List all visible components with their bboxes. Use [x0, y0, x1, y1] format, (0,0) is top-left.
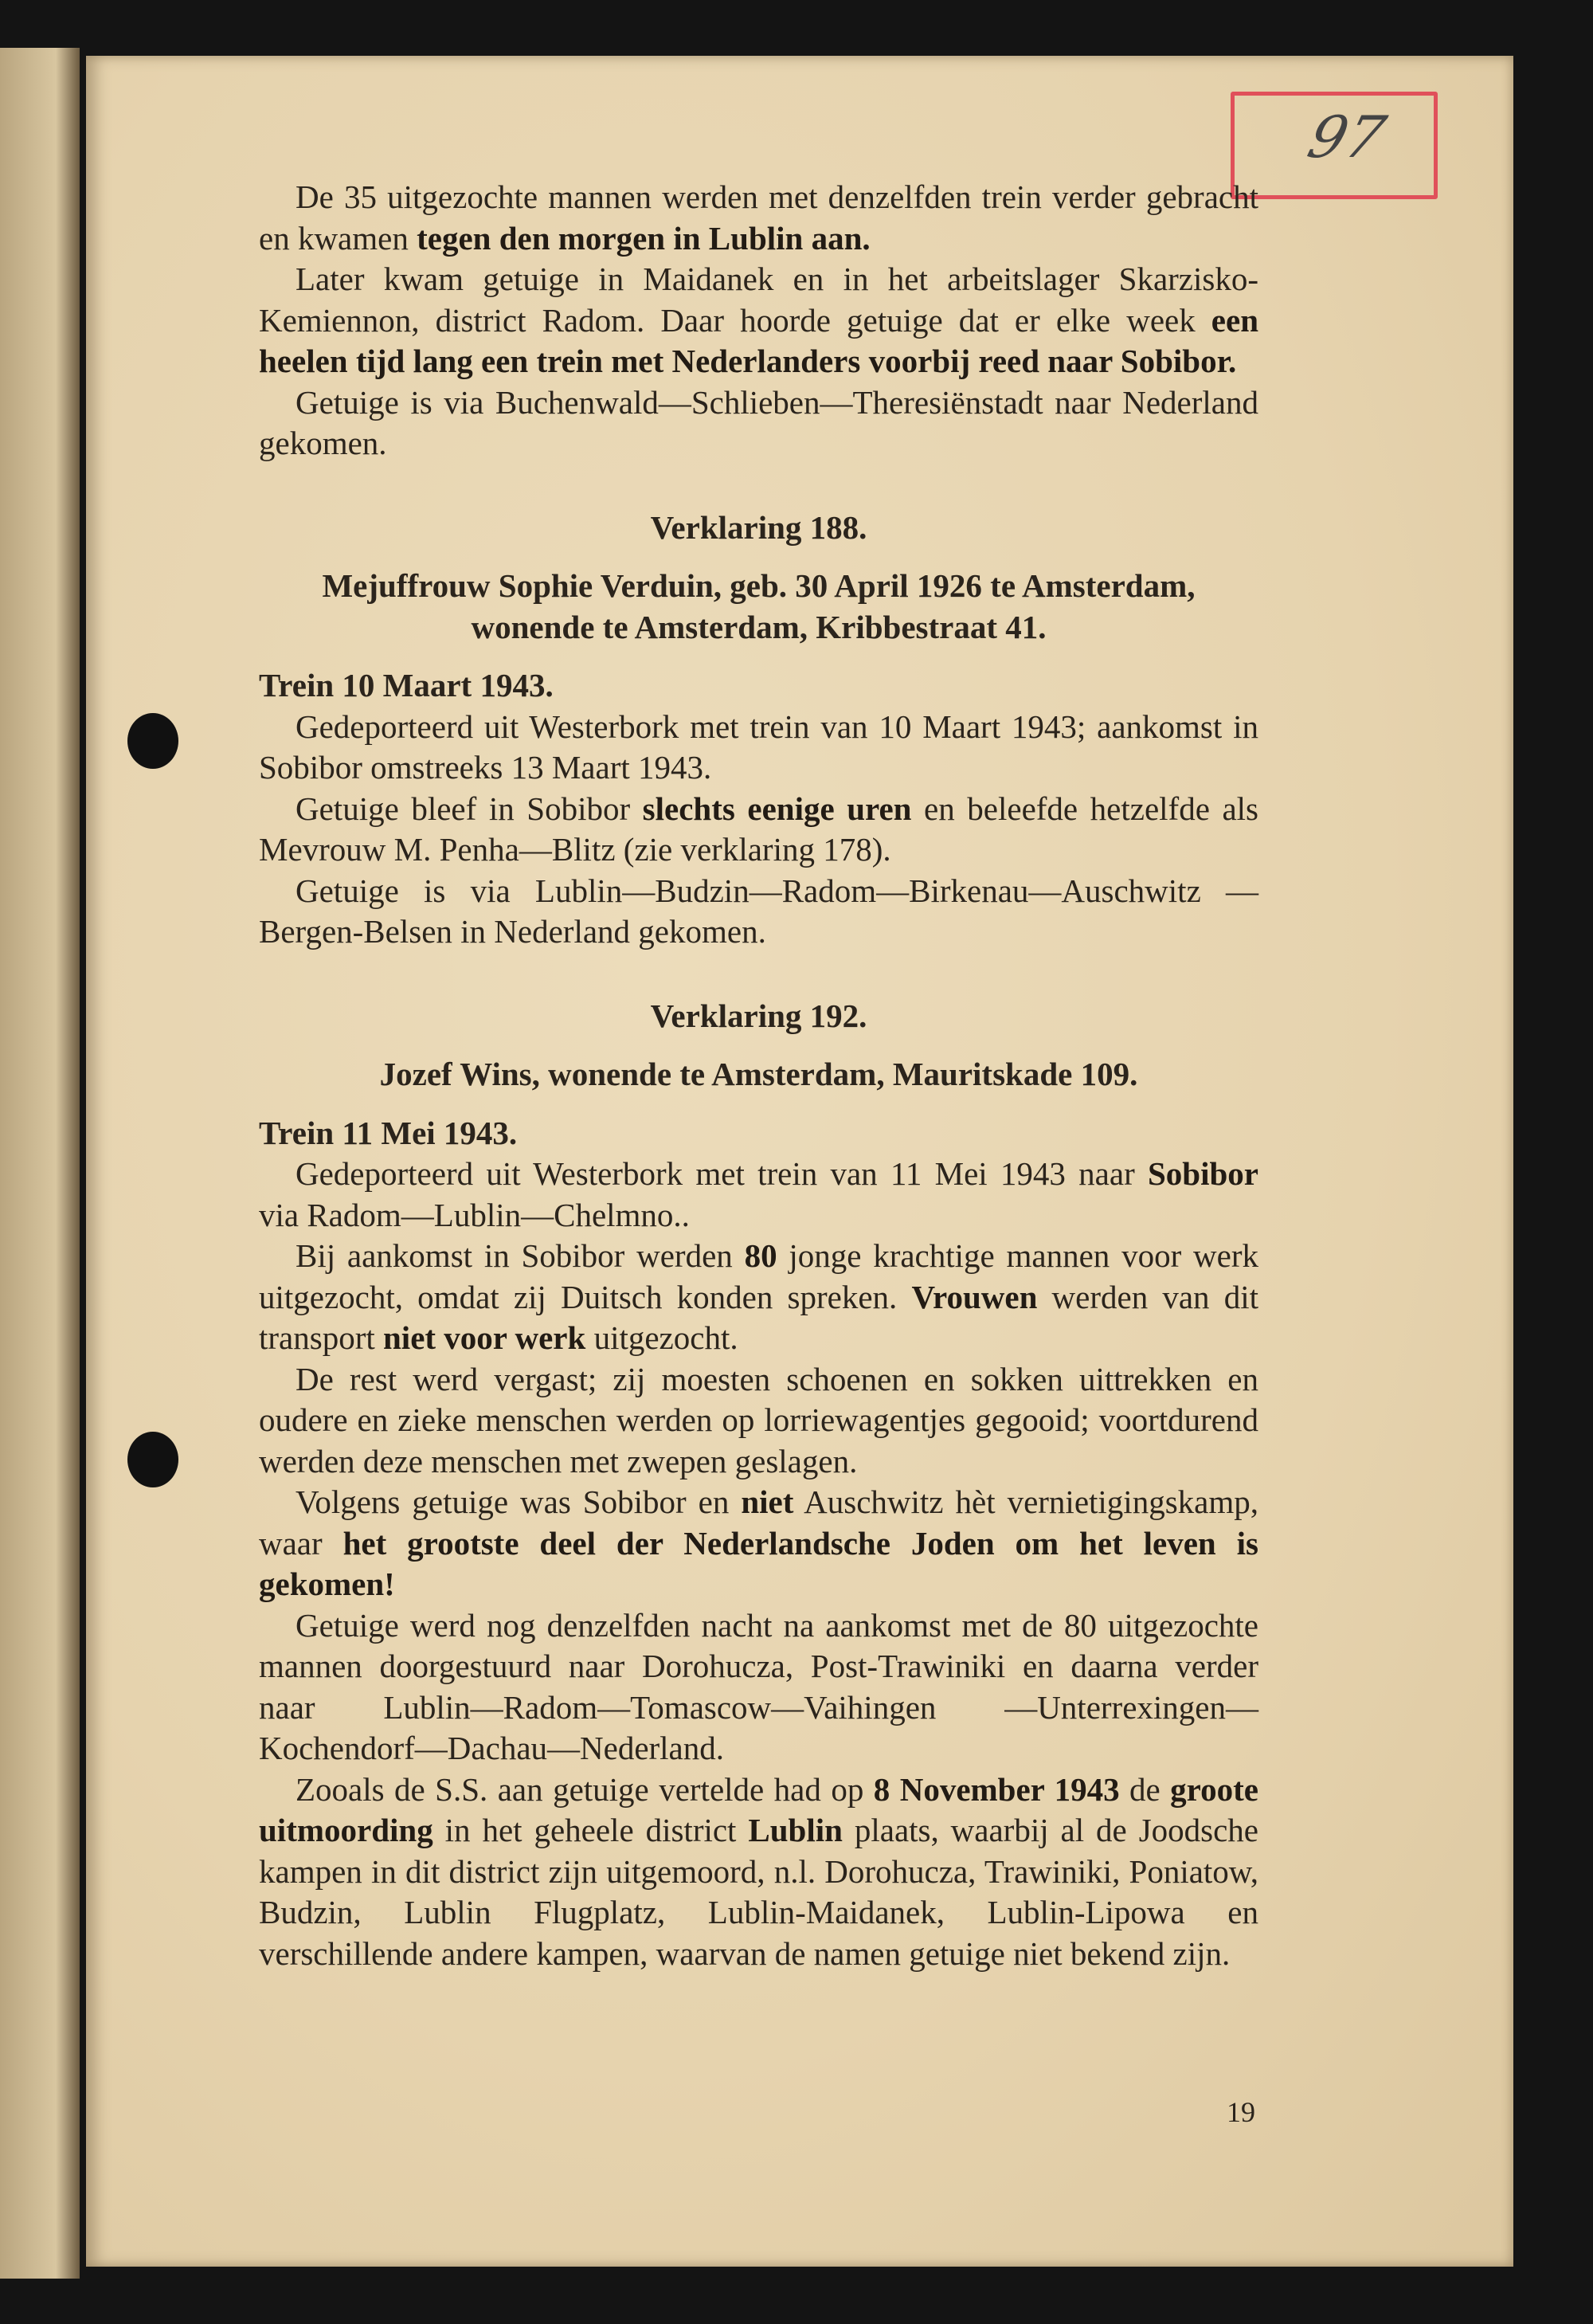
bold-text: 80	[744, 1237, 777, 1274]
text: Zooals de S.S. aan getuige vertelde had op	[296, 1770, 874, 1808]
text: jonge krachtige mannen voor werk uitgezocht, omdat zij Duitsch konden spreken.	[259, 1237, 1258, 1315]
text: De rest werd vergast; zij moesten schoenen en sokken uittrekken en oudere en zieke menschen werden op lorriewagentjes gegooid; voortdurend werden deze menschen met zwepen geslagen.	[259, 1360, 1258, 1479]
bold-text: niet	[741, 1483, 794, 1520]
paragraph	[259, 789, 1258, 871]
paragraph	[259, 259, 1258, 382]
paragraph	[259, 1605, 1258, 1769]
section-verklaring-188	[259, 508, 1258, 953]
section-intro	[259, 177, 1258, 464]
section-heading: Verklaring 188.	[650, 508, 867, 546]
text: in het geheele district	[432, 1812, 749, 1848]
text: Bij aankomst in Sobibor werden	[296, 1237, 745, 1274]
paragraph	[259, 177, 1258, 259]
paragraph	[259, 1359, 1258, 1483]
train-line: Trein 11 Mei 1943.	[259, 1114, 518, 1151]
bold-text: Lublin	[748, 1812, 843, 1848]
bold-text: Vrouwen	[911, 1278, 1038, 1315]
text: de	[1119, 1770, 1171, 1808]
bold-text: tegen den morgen in Lublin aan.	[417, 219, 871, 257]
train-line: Trein 10 Maart 1943.	[259, 667, 554, 703]
text: De 35 uitgezochte mannen werden met denzelfden trein verder gebracht en kwamen	[259, 178, 1258, 257]
paragraph	[259, 1482, 1258, 1605]
punch-hole	[127, 713, 178, 769]
bold-text: Sobibor	[1148, 1155, 1258, 1192]
archive-stamp	[1231, 92, 1438, 199]
text: en beleefde hetzelfde als Mevrouw M. Penha—Blitz (zie verklaring 178).	[259, 790, 1258, 868]
text: Volgens getuige was Sobibor en	[296, 1483, 742, 1520]
witness-line: Jozef Wins, wonende te Amsterdam, Mauritskade 109.	[379, 1056, 1138, 1092]
bold-text: het grootste deel der Nederlandsche Joden om het leven is gekomen!	[259, 1524, 1258, 1602]
page-number: 19	[1227, 2096, 1255, 2128]
paragraph	[259, 707, 1258, 789]
section-heading: Verklaring 192.	[650, 997, 867, 1034]
paragraph	[259, 871, 1258, 953]
section-verklaring-192	[259, 996, 1258, 1975]
bold-text: groote uitmoording	[259, 1770, 1258, 1848]
text: werden van dit transport	[259, 1278, 1258, 1356]
adjacent-page-edge	[0, 48, 80, 2279]
bold-text: niet voor werk	[383, 1319, 586, 1356]
text: Getuige bleef in Sobibor	[296, 790, 643, 827]
paragraph	[259, 1154, 1258, 1236]
stamp-number: 97	[1301, 104, 1392, 170]
bold-text: 8 November 1943	[873, 1770, 1120, 1808]
bold-text: slechts eenige uren	[642, 790, 912, 827]
document-body	[259, 177, 1258, 1974]
text: plaats, waarbij al de Joodsche kampen in dit district zijn uitgemoord, n.l. Dorohucza, Trawiniki, Poniatow, Budzin, Lublin Flugplatz, Lublin-Maidanek, Lublin-Lipowa en verschillende andere kampen, waarvan de namen getuige niet bekend zijn.	[259, 1812, 1258, 1972]
witness-line: Mejuffrouw Sophie Verduin, geb. 30 April 1926 te Amsterdam, wonende te Amsterdam, Kribbestraat 41.	[322, 567, 1196, 645]
text: uitgezocht.	[585, 1319, 738, 1356]
paragraph	[259, 1236, 1258, 1359]
text: Getuige werd nog denzelfden nacht na aankomst met de 80 uitgezochte mannen doorgestuurd naar Dorohucza, Post-Trawiniki en daarna verder naar Lublin—Radom—Tomascow—Vaihingen —Unterrexingen—Kochendorf—Dachau—Nederland.	[259, 1606, 1258, 1766]
text: Getuige is via Lublin—Budzin—Radom—Birkenau—Auschwitz —Bergen-Belsen in Nederland gekomen.	[259, 872, 1258, 950]
text: Gedeporteerd uit Westerbork met trein van 11 Mei 1943 naar	[296, 1155, 1148, 1192]
text: Getuige is via Buchenwald—Schlieben—Theresiënstadt naar Nederland gekomen.	[259, 383, 1258, 461]
paragraph	[259, 1769, 1258, 1975]
bold-text: een heelen tijd lang een trein met Nederlanders voorbij reed naar Sobibor.	[259, 301, 1258, 379]
text: Later kwam getuige in Maidanek en in het arbeitslager Skarzisko-Kemiennon, district Radom. Daar hoorde getuige dat er elke week	[259, 261, 1258, 339]
text: via Radom—Lublin—Chelmno..	[259, 1196, 690, 1233]
text: Gedeporteerd uit Westerbork met trein van 10 Maart 1943; aankomst in Sobibor omstreeks 13 Maart 1943.	[259, 707, 1258, 786]
punch-hole	[127, 1432, 178, 1487]
text: Auschwitz hèt vernietigingskamp, waar	[259, 1483, 1258, 1562]
paragraph	[259, 382, 1258, 464]
